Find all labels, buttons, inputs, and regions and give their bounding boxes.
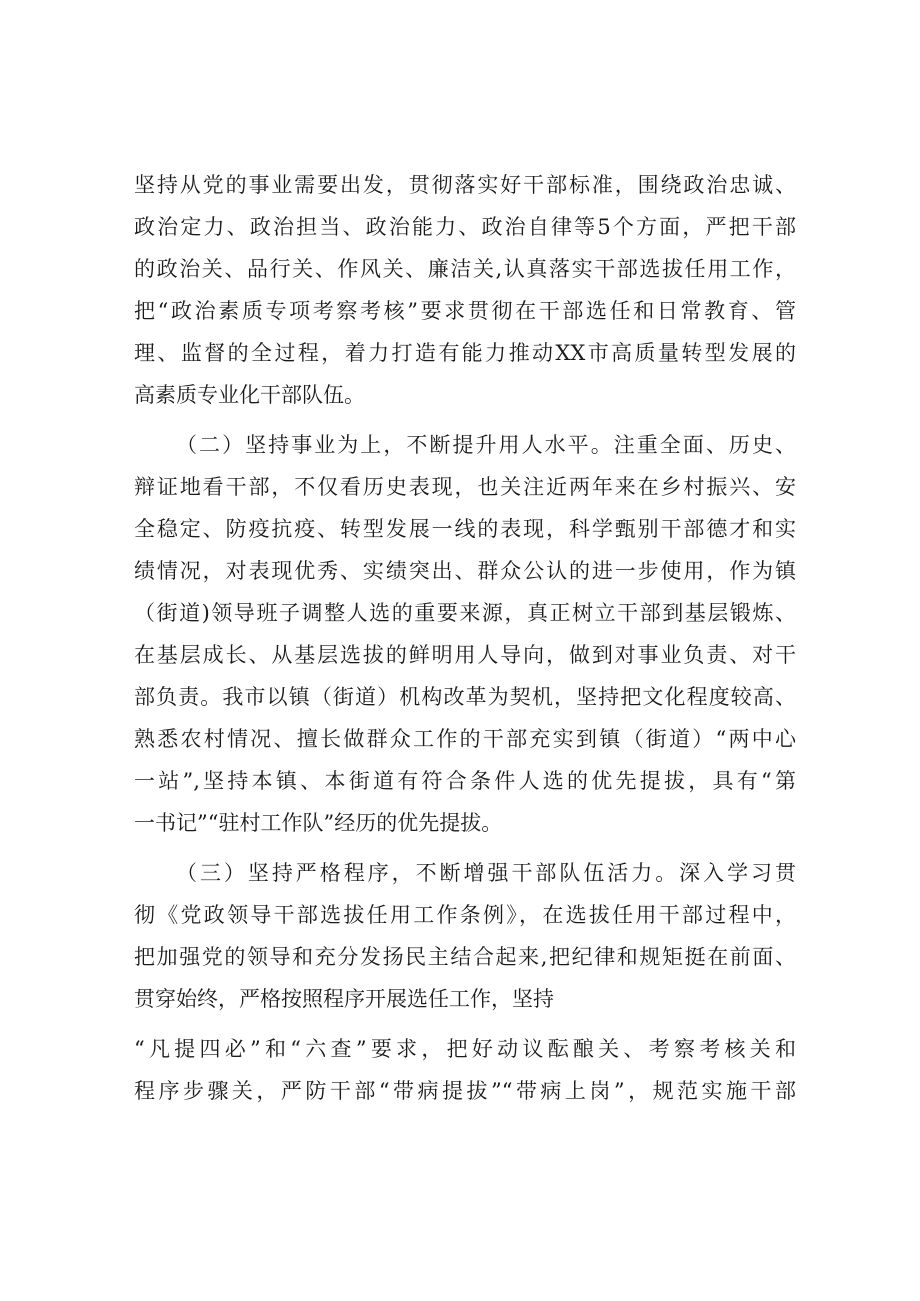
text-line: 部负责。我市以镇（街道）机构改革为契机，坚持把文化程度较高、 xyxy=(134,685,796,709)
text-line: 政治定力、政治担当、政治能力、政治自律等5个方面，严把干部 xyxy=(134,215,796,239)
text-line: 熟悉农村情况、擅长做群众工作的干部充实到镇（街道）“两中心 xyxy=(134,727,796,751)
section-heading-line: （三）坚持严格程序，不断增强干部队伍活力。深入学习贯 xyxy=(176,861,796,885)
text-line: 在基层成长、从基层选拔的鲜明用人导向，做到对事业负责、对干 xyxy=(134,643,796,667)
text-line: 的政治关、品行关、作风关、廉洁关,认真落实干部选拔任用工作， xyxy=(134,257,796,281)
text-line: 贯穿始终，严格按照程序开展选任工作，坚持 xyxy=(134,987,554,1011)
text-line: 程序步骤关，严防干部“带病提拔”“带病上岗”，规范实施干部 xyxy=(134,1079,796,1103)
text-line: 把“政治素质专项考察考核”要求贯彻在干部选任和日常教育、管 xyxy=(134,299,796,323)
text-line: 坚持从党的事业需要出发，贯彻落实好干部标准，围绕政治忠诚、 xyxy=(134,173,796,197)
text-line: 把加强党的领导和充分发扬民主结合起来,把纪律和规矩挺在前面、 xyxy=(134,945,796,969)
text-line: 理、监督的全过程，着力打造有能力推动XX市高质量转型发展的 xyxy=(134,341,796,365)
section-heading-line: （二）坚持事业为上，不断提升用人水平。注重全面、历史、 xyxy=(176,433,796,457)
text-line: 全稳定、防疫抗疫、转型发展一线的表现，科学甄别干部德才和实 xyxy=(134,517,796,541)
text-line: 彻《党政领导干部选拔任用工作条例》，在选拔任用干部过程中， xyxy=(134,903,796,927)
text-line: 绩情况，对表现优秀、实绩突出、群众公认的进一步使用，作为镇 xyxy=(134,559,796,583)
text-line: 一站”,坚持本镇、本街道有符合条件人选的优先提拔，具有“第 xyxy=(134,769,796,793)
text-line: （街道)领导班子调整人选的重要来源，真正树立干部到基层锻炼、 xyxy=(134,601,796,625)
text-line: 一书记”“驻村工作队”经历的优先提拔。 xyxy=(134,811,503,835)
text-line: 辩证地看干部，不仅看历史表现，也关注近两年来在乡村振兴、安 xyxy=(134,475,796,499)
text-line: “凡提四必”和“六查”要求，把好动议酝酿关、考察考核关和 xyxy=(134,1037,796,1061)
text-line: 高素质专业化干部队伍。 xyxy=(134,383,365,407)
